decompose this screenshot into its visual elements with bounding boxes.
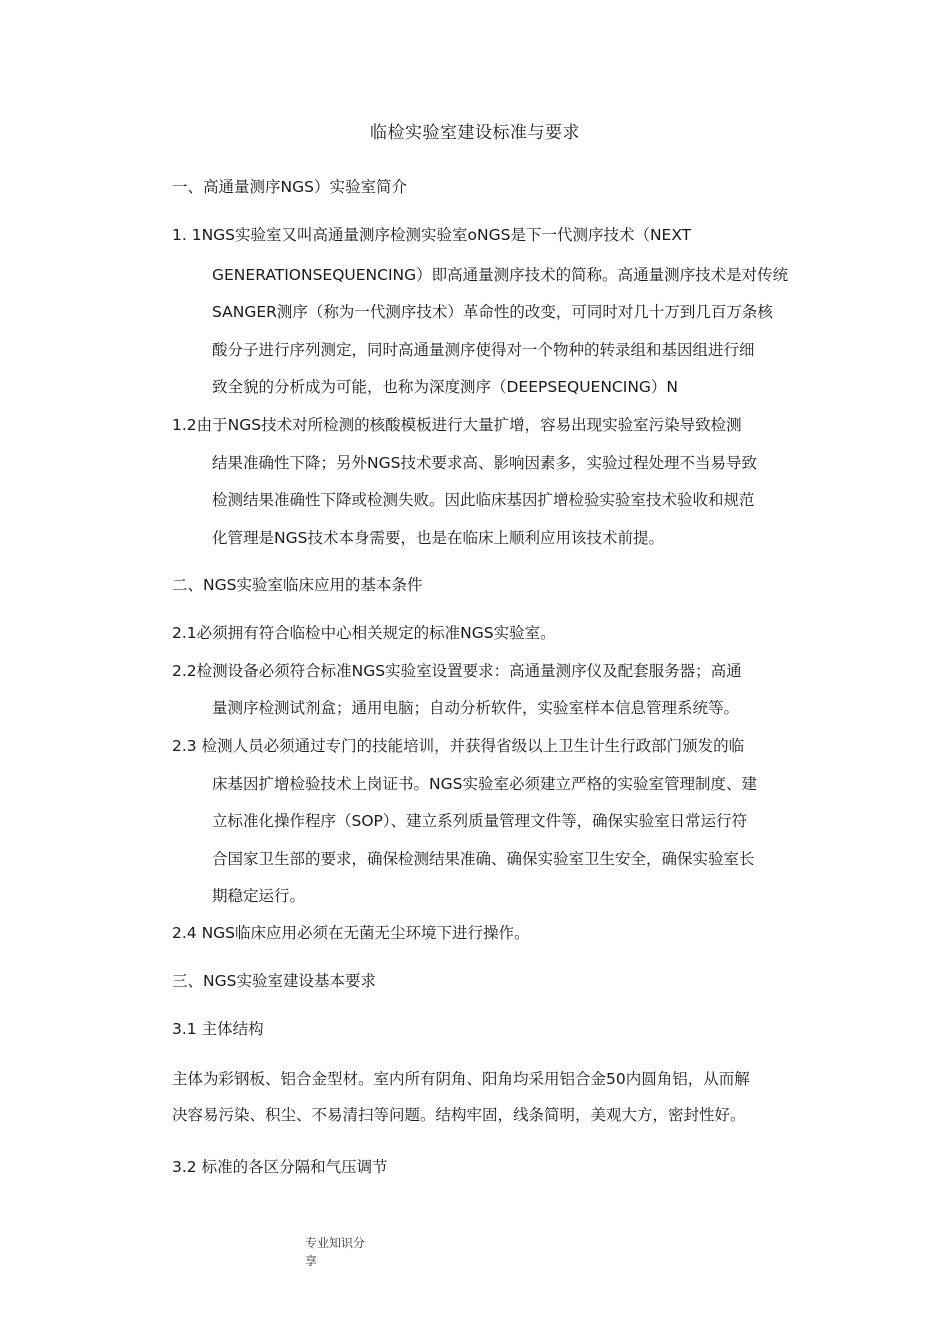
paragraph-2-3-line-3: 立标准化操作程序（SOP）、建立系列质量管理文件等，确保实验室日常运行符 bbox=[212, 812, 748, 830]
paragraph-1-1-line-5: 致全貌的分析成为可能，也称为深度测序（DEEPSEQUENCING）N bbox=[212, 378, 679, 396]
paragraph-2-2-line-2: 量测序检测试剂盒；通用电脑；自动分析软件，实验室样本信息管理系统等。 bbox=[212, 699, 740, 717]
paragraph-1-1-line-1: 1. 1NGS实验室又叫高通量测序检测实验室oNGS是下一代测序技术（NEXT bbox=[172, 226, 692, 244]
section-3-2-heading: 3.2 标准的各区分隔和气压调节 bbox=[172, 1158, 388, 1176]
paragraph-1-2-line-1: 1.2由于NGS技术对所检测的核酸模板进行大量扩增，容易出现实验室污染导致检测 bbox=[172, 416, 742, 434]
footer-line-1: 专业知识分 bbox=[305, 1236, 366, 1250]
document-title: 临检实验室建设标准与要求 bbox=[370, 123, 580, 143]
paragraph-2-4: 2.4 NGS临床应用必须在无菌无尘环境下进行操作。 bbox=[172, 924, 530, 942]
paragraph-1-2-line-2: 结果准确性下降；另外NGS技术要求高、影响因素多，实验过程处理不当易导致 bbox=[212, 454, 757, 472]
section-3-heading: 三、NGS实验室建设基本要求 bbox=[172, 972, 376, 990]
paragraph-1-2-line-4: 化管理是NGS技术本身需要，也是在临床上顺利应用该技术前提。 bbox=[212, 529, 664, 547]
paragraph-2-1: 2.1必须拥有符合临检中心相关规定的标准NGS实验室。 bbox=[172, 624, 556, 642]
paragraph-2-3-line-1: 2.3 检测人员必须通过专门的技能培训，并获得省级以上卫生计生行政部门颁发的临 bbox=[172, 737, 745, 755]
paragraph-2-3-line-5: 期稳定运行。 bbox=[212, 887, 306, 905]
paragraph-2-3-line-4: 合国家卫生部的要求，确保检测结果准确、确保实验室卫生安全，确保实验室长 bbox=[212, 850, 755, 868]
paragraph-1-1-line-2: GENERATIONSEQUENCING）即高通量测序技术的简称。高通量测序技术是对传统 bbox=[212, 266, 789, 284]
paragraph-2-2-line-1: 2.2检测设备必须符合标准NGS实验室设置要求：高通量测序仪及配套服务器；高通 bbox=[172, 662, 742, 680]
page-footer bbox=[305, 1234, 365, 1270]
section-1-heading: 一、高通量测序NGS）实验室简介 bbox=[172, 178, 407, 196]
paragraph-2-3-line-2: 床基因扩增检验技术上岗证书。NGS实验室必须建立严格的实验室管理制度、建 bbox=[212, 775, 757, 793]
paragraph-3-1-line-1: 主体为彩钢板、铝合金型材。室内所有阴角、阳角均采用铝合金50内圆角铝，从而解 bbox=[172, 1070, 750, 1088]
paragraph-1-1-line-4: 酸分子进行序列测定，同时高通量测序使得对一个物种的转录组和基因组进行细 bbox=[212, 341, 755, 359]
section-3-1-heading: 3.1 主体结构 bbox=[172, 1020, 264, 1038]
paragraph-1-2-line-3: 检测结果准确性下降或检测失败。因此临床基因扩增检验实验室技术验收和规范 bbox=[212, 491, 755, 509]
paragraph-1-1-line-3: SANGER测序（称为一代测序技术）革命性的改变，可同时对几十万到几百万条核 bbox=[212, 303, 773, 321]
paragraph-3-1-line-2: 决容易污染、积尘、不易清扫等问题。结构牢固，线条简明，美观大方，密封性好。 bbox=[172, 1106, 746, 1124]
footer-line-2: 享 bbox=[305, 1254, 318, 1268]
section-2-heading: 二、NGS实验室临床应用的基本条件 bbox=[172, 576, 423, 594]
